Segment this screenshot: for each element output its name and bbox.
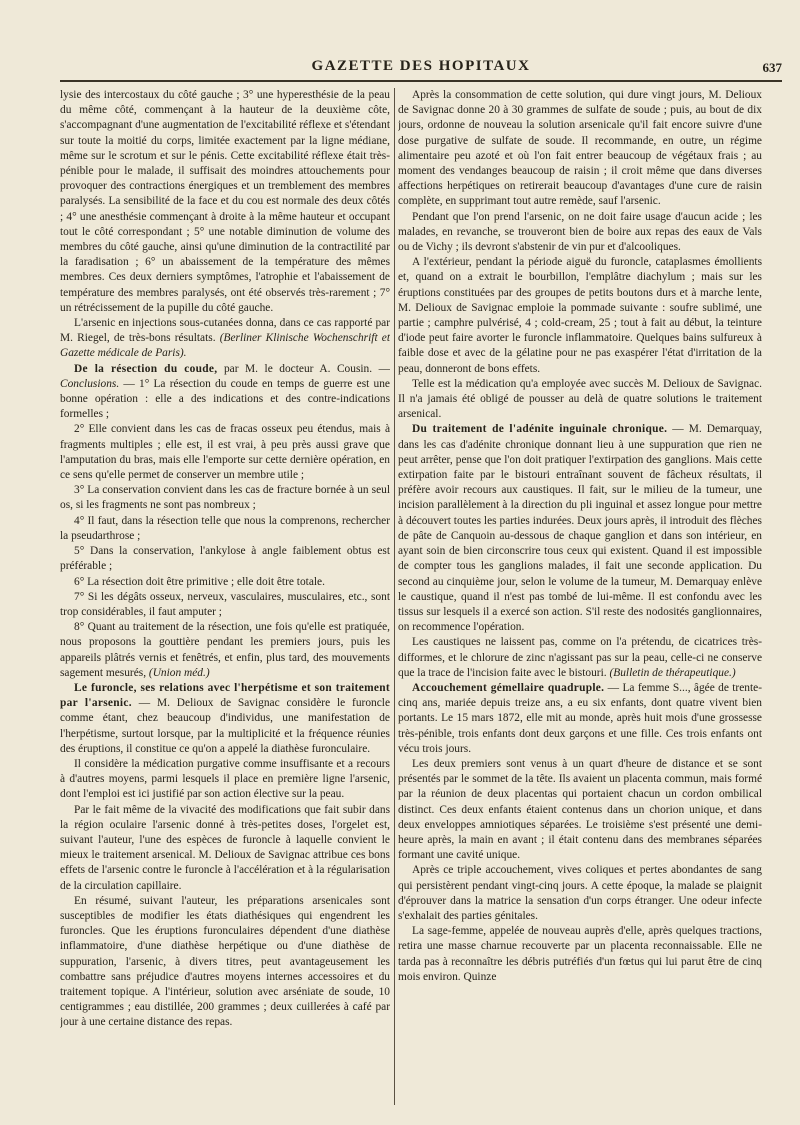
source-citation: (Union méd.)	[148, 666, 210, 679]
paragraph: L'arsenic en injections sous-cutanées donna, dans ce cas rapporté par M. Riegel, de très-bons résultats. (Berliner Klinische Wochenschrift et Gazette médicale de Paris).	[60, 317, 390, 360]
page-number: 637	[762, 60, 782, 75]
paragraph: La sage-femme, appelée de nouveau auprès d'elle, après quelques tractions, retira une masse charnue recouverte par un placenta reconnaissable. Elle ne tarda pas à reconnaître les débris putréfiés d'un fœtus qui lui parut être de cinq mois environ. Quinze	[398, 925, 762, 983]
article-furoncle: Le furoncle, ses relations avec l'herpétisme et son traitement par l'arsenic. — M. Delioux de Savignac considère le furoncle comme étant, chez beaucoup d'individus, une manifestation de l'herpétisme, surtout lorsque, par la multiplicité et la fréquence réunies des éruptions, il constitue ce qu'on a appelé la diathèse furonculaire.	[60, 681, 390, 755]
list-item: 6° La résection doit être primitive ; elle doit être totale.	[74, 575, 325, 588]
article-accouchement: Accouchement gémellaire quadruple. — La femme S..., âgée de trente-cinq ans, mariée depuis treize ans, a eu six enfants, dont quatre vivent bien portants. Le 15 mars 1872, elle mit au monde, après huit mois d'une grossesse très-pénible, trois enfants dont deux garçons et une fille. Ces trois enfants ont vécu trois jours.	[398, 681, 762, 755]
list-item: 3° La conservation convient dans les cas de fracture bornée à un seul os, si les fragments ne sont pas nombreux ;	[60, 484, 390, 512]
paragraph: Pendant que l'on prend l'arsenic, on ne doit faire usage d'aucun acide ; les malades, en revanche, se trouveront bien de boire aux repas des eaux de Vals ou de Vichy ; ils devront s'abstenir de vin pur et d'alcooliques.	[398, 210, 762, 254]
paragraph: En résumé, suivant l'auteur, les préparations arsenicales sont susceptibles de modifier les états diathésiques qui engendrent les furoncles. Que les éruptions furonculaires dépendent d'une diathèse inflammatoire, d'une diathèse herpétique ou d'une diathèse de suppuration, l'arsenic, à divers titres, peut avantageusement les combattre sans préjudice d'autres moyens internes accessoires et du traitement topique. A l'intérieur, solution avec arséniate de soude, 10 centigrammes ; eau distillée, 200 grammes ; deux cuillerées à café par jour à une certaine distance des repas.	[60, 894, 390, 1029]
article-heading: Accouchement gémellaire quadruple.	[412, 681, 605, 694]
paragraph: Les caustiques ne laissent pas, comme on l'a prétendu, de cicatrices très-difformes, et le chlorure de zinc n'agissant pas sur la peau, celle-ci ne conserve que la trace de l'incision faite avec le bistouri. (Bulletin de thérapeutique.)	[398, 636, 762, 679]
header-rule	[60, 80, 782, 82]
left-column	[60, 88, 390, 1111]
paragraph: Telle est la médication qu'a employée avec succès M. Delioux de Savignac. Il n'a jamais été obligé de pousser au delà de quatre solutions le traitement arsenical.	[398, 377, 762, 421]
article-adenite: Du traitement de l'adénite inguinale chronique. — M. Demarquay, dans les cas d'adénite chronique donnant lieu à une suppuration que rien ne peut arrêter, pense que l'on doit pratiquer l'extirpation des ganglions. Mais cette extirpation faite par le bistouri entraînant souvent de fâcheux résultats, il préfère avoir recours aux caustiques. Il fait, sur le milieu de la tumeur, une incision parallèlement à la direction du pli inguinal et assez longue pour mettre à découvert toutes les parties indurées. Deux jours après, il introduit des flèches de pâte de Canquoin au-dessous de chaque ganglion et dans son intérieur, en ayant soin de bien circonscrire tous ceux qui existent. Quand il est impossible de compter tous les ganglions malades, il fait une seconde application. Du second au cinquième jour, selon le volume de la tumeur, M. Demarquay enlève le caustique, quand il n'est pas tombé de lui-même. Il est confondu avec les tissus sur lesquels il a exercé son action. S'il reste des nodosités ganglionnaires, on recommence l'opération.	[398, 423, 762, 634]
conclusions-label: Conclusions.	[60, 377, 120, 390]
paragraph: A l'extérieur, pendant la période aiguë du furoncle, cataplasmes émollients et, quand on a extrait le bourbillon, l'emplâtre diachylum ; mais sur les éruptions constituées par des groupes de petits boutons durs et à marche lente, M. Delioux de Savignac emploie la pommade suivante : soufre sublimé, une partie ; camphre pulvérisé, 4 ; cold-cream, 25 ; tout à fait au début, la teinture d'iode peut faire avorter le furoncle inflammatoire. Quelques bains sulfureux à faible dose et avec de la gélatine pour ne pas exaspérer l'état d'irritation de la peau, donneront de bons effets.	[398, 256, 762, 375]
right-column	[398, 88, 762, 1111]
paragraph: Après la consommation de cette solution, qui dure vingt jours, M. Delioux de Savignac donne 20 à 30 grammes de sulfate de soude ; puis, au bout de dix jours, ordonne de nouveau la solution arsenicale qu'il fait encore suivre d'une dose purgative de sulfate de soude. Il recommande, en outre, un régime alimentaire peu azoté et où l'on fait entrer beaucoup de végétaux frais ; au moment des vendanges beaucoup de raisin ; il croit même que dans diverses affections herpétiques on retirerait beaucoup d'avantages d'une cure de raisin complète, en supprimant tout autre remède, sauf l'arsenic.	[398, 89, 762, 208]
list-item: 5° Dans la conservation, l'ankylose à angle faiblement obtus est préférable ;	[60, 545, 390, 573]
running-title: GAZETTE DES HOPITAUX	[311, 58, 531, 74]
article-heading: De la résection du coude,	[74, 362, 218, 375]
source-citation: (Bulletin de thérapeutique.)	[609, 666, 736, 679]
article-resection: De la résection du coude, par M. le docteur A. Cousin. — Conclusions. — 1° La résection du coude en temps de guerre est une bonne opération : elle a des indications et des contre-indications formelles ;	[60, 362, 390, 421]
page-header	[60, 58, 782, 80]
column-divider	[394, 88, 395, 1105]
paragraph: Après ce triple accouchement, vives coliques et pertes abondantes de sang qui persistèrent pendant vingt-cinq jours. A cette époque, la malade se plaignit d'éprouver dans la matrice la sensation d'un corps étranger. Une odeur infecte s'exhalait des parties génitales.	[398, 864, 762, 922]
list-item: 8° Quant au traitement de la résection, une fois qu'elle est pratiquée, nous proposons la gouttière pendant les premiers jours, puis les appareils plâtrés vernis et fenêtrés, et enfin, plus tard, des mouvements sagement mesurés, (Union méd.)	[60, 621, 390, 679]
article-heading: Le furoncle, ses relations avec l'herpétisme et son traitement par l'arsenic.	[60, 681, 390, 710]
paragraph: Les deux premiers sont venus à un quart d'heure de distance et se sont présentés par le sommet de la tête. Ils avaient un placenta commun, mais formé par la réunion de deux placentas qui portaient chacun un cordon ombilical distinct. Ces deux enfants étaient contenus dans un chorion unique, et dans deux enveloppes amniotiques séparées. Le troisième s'est présenté une demi-heure après, la main en avant ; il était contenu dans des membranes séparées formant une cavité unique.	[398, 757, 762, 862]
list-item: 7° Si les dégâts osseux, nerveux, vasculaires, musculaires, etc., sont trop considérables, il faut amputer ;	[60, 590, 390, 618]
source-citation: (Berliner Klinische Wochenschrift et Gazette médicale de Paris).	[60, 332, 390, 360]
paragraph: Par le fait même de la vivacité des modifications que fait subir dans la région oculaire l'arsenic donné à très-petites doses, l'orgelet est, suivant l'auteur, l'une des espèces de furoncle à laquelle convient le mieux le traitement arsenical. M. Delioux de Savignac attribue ces bons effets de l'arsenic contre le furoncle à l'accélération et à la régularisation de la circulation capillaire.	[60, 803, 390, 892]
paragraph: Il considère la médication purgative comme insuffisante et a recours à d'autres moyens, parmi lesquels il place en première ligne l'arsenic, dont l'emploi est ici justifié par son action élective sur la peau.	[60, 757, 390, 801]
article-heading: Du traitement de l'adénite inguinale chronique.	[412, 423, 668, 436]
list-item: 4° Il faut, dans la résection telle que nous la comprenons, rechercher la pseudarthrose ;	[60, 514, 390, 542]
list-item: 2° Elle convient dans les cas de fracas osseux peu étendus, mais à fragments multiples ; elle est, il est vrai, à peu près aussi grave que l'amputation du bras, mais elle l'emporte sur cette dernière opération, en ce sens qu'elle permet de conserver un membre utile ;	[60, 423, 390, 482]
paragraph: lysie des intercostaux du côté gauche ; 3° une hyperesthésie de la peau du même côté, commençant à la hauteur de la deuxième côte, s'accompagnant d'une augmentation de l'excitabilité réflexe et s'étendant sur toute la moitié du corps, limitée exactement par la ligne médiane, même sur le scrotum et sur le pénis. Cette excitabilité réflexe était très-pénible pour le malade, il suffisait des moindres attouchements pour provoquer des contractions énergiques et un tremblement des membres paralysés. La sensibilité de la face et du cou est normale des deux côtés ; 4° une anesthésie commençant à droite à la même hauteur et occupant tout le côté correspondant ; 5° une notable diminution de volume des membres du côté gauche, ainsi qu'une diminution de la contractilité par la faradisation ; 6° un abaissement de la température des mêmes membres. Ces deux derniers symptômes, l'atrophie et l'abaissement de température des membres paralysés, ont été observés très-rarement ; 7° un rétrécissement de la pupille du côté gauche.	[60, 89, 390, 314]
